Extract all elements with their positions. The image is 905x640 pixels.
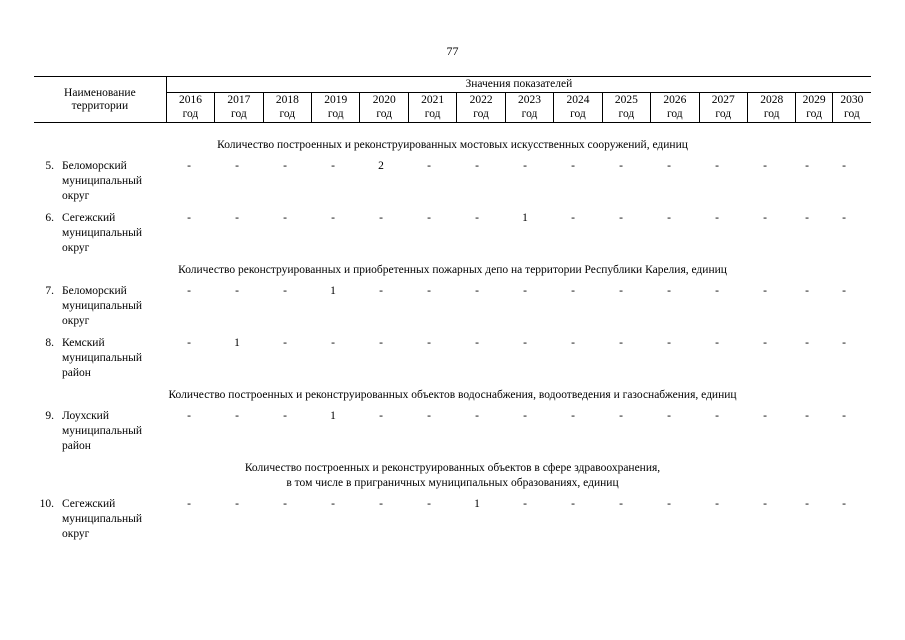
value-cell: - [619, 498, 623, 510]
section-title-line: Количество построенных и реконструированных мостовых искусственных сооружений, единиц [217, 139, 688, 151]
value-cell: - [235, 285, 239, 297]
row-number: 9. [45, 410, 54, 422]
value-cell: - [667, 337, 671, 349]
value-cell: - [475, 285, 479, 297]
value-cell: - [379, 212, 383, 224]
value-cell: - [379, 337, 383, 349]
value-cell: - [805, 285, 809, 297]
value-cell: - [283, 410, 287, 422]
territory-name-line: муниципальный [62, 175, 143, 187]
value-cell: - [805, 212, 809, 224]
year-header: 2020 [360, 93, 408, 108]
value-cell: - [571, 285, 575, 297]
value-cell: - [187, 337, 191, 349]
value-cell: - [523, 285, 527, 297]
table-row [34, 409, 871, 461]
value-cell: - [475, 337, 479, 349]
value-cell: - [667, 212, 671, 224]
value-cell: - [427, 160, 431, 172]
value-cell: - [187, 212, 191, 224]
year-header: 2029 [796, 93, 832, 108]
territory-name-line: Сегежский [62, 212, 116, 224]
year-unit: год [166, 108, 214, 123]
value-cell: - [283, 498, 287, 510]
section-title-line: Количество построенных и реконструированных объектов водоснабжения, водоотведения и газоснабжения, единиц [168, 389, 737, 401]
year-unit: год [796, 108, 832, 123]
value-cell: 1 [330, 285, 336, 297]
value-cell: - [283, 212, 287, 224]
value-cell: - [379, 285, 383, 297]
value-cell: - [523, 337, 527, 349]
section-title [34, 388, 871, 403]
value-cell: - [187, 160, 191, 172]
section-title [34, 138, 871, 153]
value-cell: - [715, 337, 719, 349]
value-cell: - [763, 212, 767, 224]
year-unit: год [457, 108, 505, 123]
territory-name-line: муниципальный [62, 352, 143, 364]
row-number: 6. [45, 212, 54, 224]
value-cell: 1 [234, 337, 240, 349]
value-cell: - [475, 410, 479, 422]
values-header: Значения показателей [166, 77, 871, 93]
value-cell: - [379, 410, 383, 422]
value-cell: - [427, 285, 431, 297]
value-cell: - [667, 285, 671, 297]
year-header: 2024 [554, 93, 602, 108]
value-cell: - [619, 212, 623, 224]
value-cell: - [523, 160, 527, 172]
value-cell: - [571, 160, 575, 172]
territory-name-line: Беломорский [62, 160, 127, 172]
territory-name-line: муниципальный [62, 227, 143, 239]
territory-name-line: муниципальный [62, 425, 143, 437]
value-cell: - [763, 337, 767, 349]
value-cell: - [619, 285, 623, 297]
value-cell: - [619, 410, 623, 422]
value-cell: - [283, 160, 287, 172]
year-header: 2022 [457, 93, 505, 108]
table-row [34, 336, 871, 388]
year-unit: год [505, 108, 553, 123]
value-cell: - [715, 498, 719, 510]
year-unit: год [360, 108, 408, 123]
value-cell: 1 [474, 498, 480, 510]
value-cell: - [842, 337, 846, 349]
year-header: 2021 [408, 93, 456, 108]
value-cell: - [842, 498, 846, 510]
value-cell: - [842, 285, 846, 297]
row-number: 7. [45, 285, 54, 297]
value-cell: - [805, 160, 809, 172]
value-cell: - [331, 160, 335, 172]
territory-name-line: район [62, 367, 91, 379]
territory-name-line: Сегежский [62, 498, 116, 510]
value-cell: 1 [330, 410, 336, 422]
year-header: 2023 [505, 93, 553, 108]
year-unit: год [832, 108, 871, 123]
value-cell: - [715, 160, 719, 172]
territory-name-line: муниципальный [62, 300, 143, 312]
value-cell: - [619, 160, 623, 172]
territory-name-line: округ [62, 242, 90, 254]
value-cell: - [427, 498, 431, 510]
value-cell: - [283, 285, 287, 297]
territory-name [62, 336, 172, 381]
year-header: 2018 [263, 93, 311, 108]
year-unit: год [215, 108, 263, 123]
value-cell: - [805, 498, 809, 510]
row-number: 10. [39, 498, 54, 510]
section-title [34, 263, 871, 278]
year-header: 2027 [699, 93, 747, 108]
section-title-line: Количество построенных и реконструированных объектов в сфере здравоохранения, [244, 462, 661, 474]
value-cell: - [235, 212, 239, 224]
value-cell: 2 [378, 160, 384, 172]
territory-name-line: Лоухский [62, 410, 109, 422]
value-cell: - [523, 498, 527, 510]
value-cell: 1 [522, 212, 528, 224]
table-row [34, 284, 871, 336]
value-cell: - [842, 410, 846, 422]
table-row [34, 159, 871, 211]
row-number: 8. [45, 337, 54, 349]
year-header: 2017 [215, 93, 263, 108]
value-cell: - [427, 410, 431, 422]
value-cell: - [331, 337, 335, 349]
territory-name [62, 284, 172, 329]
value-cell: - [427, 337, 431, 349]
table-row [34, 497, 871, 549]
territory-name-line: округ [62, 528, 90, 540]
value-cell: - [523, 410, 527, 422]
value-cell: - [331, 498, 335, 510]
territory-name [62, 497, 172, 542]
name-column-header [34, 77, 166, 123]
territory-name-line: округ [62, 315, 90, 327]
year-header: 2019 [312, 93, 360, 108]
row-number: 5. [45, 160, 54, 172]
value-cell: - [235, 410, 239, 422]
territory-name [62, 409, 172, 454]
year-unit: год [651, 108, 699, 123]
section-title [34, 461, 871, 491]
value-cell: - [715, 410, 719, 422]
value-cell: - [805, 337, 809, 349]
value-cell: - [842, 160, 846, 172]
territory-name-line: муниципальный [62, 513, 143, 525]
year-unit: год [602, 108, 650, 123]
value-cell: - [763, 160, 767, 172]
year-unit: год [312, 108, 360, 123]
year-header: 2028 [747, 93, 795, 108]
value-cell: - [763, 285, 767, 297]
value-cell: - [571, 498, 575, 510]
year-header: 2026 [651, 93, 699, 108]
value-cell: - [763, 410, 767, 422]
year-header: 2016 [166, 93, 214, 108]
value-cell: - [187, 285, 191, 297]
year-header: 2025 [602, 93, 650, 108]
section-title-line: в том числе в приграничных муниципальных образованиях, единиц [286, 477, 619, 489]
name-label-line1: Наименование [64, 86, 136, 99]
value-cell: - [805, 410, 809, 422]
value-cell: - [331, 212, 335, 224]
value-cell: - [283, 337, 287, 349]
value-cell: - [187, 498, 191, 510]
value-cell: - [187, 410, 191, 422]
territory-name-line: район [62, 440, 91, 452]
table-body [34, 138, 871, 549]
value-cell: - [842, 212, 846, 224]
territory-name [62, 159, 172, 204]
table-row [34, 211, 871, 263]
value-cell: - [379, 498, 383, 510]
territory-name-line: Беломорский [62, 285, 127, 297]
territory-name-line: Кемский [62, 337, 105, 349]
year-unit: год [408, 108, 456, 123]
territory-name-line: округ [62, 190, 90, 202]
value-cell: - [667, 410, 671, 422]
territory-name [62, 211, 172, 256]
value-cell: - [667, 160, 671, 172]
year-unit: год [747, 108, 795, 123]
value-cell: - [571, 337, 575, 349]
page-number: 77 [446, 44, 459, 58]
name-label-line2: территории [71, 99, 129, 112]
year-unit: год [699, 108, 747, 123]
value-cell: - [619, 337, 623, 349]
value-cell: - [667, 498, 671, 510]
table-header [34, 76, 871, 123]
value-cell: - [715, 285, 719, 297]
year-unit: год [263, 108, 311, 123]
value-cell: - [235, 498, 239, 510]
year-header: 2030 [832, 93, 871, 108]
value-cell: - [763, 498, 767, 510]
section-title-line: Количество реконструированных и приобретенных пожарных депо на территории Республики Карелия, единиц [178, 264, 727, 276]
value-cell: - [475, 212, 479, 224]
year-unit: год [554, 108, 602, 123]
value-cell: - [475, 160, 479, 172]
value-cell: - [235, 160, 239, 172]
value-cell: - [571, 410, 575, 422]
value-cell: - [571, 212, 575, 224]
value-cell: - [715, 212, 719, 224]
value-cell: - [427, 212, 431, 224]
